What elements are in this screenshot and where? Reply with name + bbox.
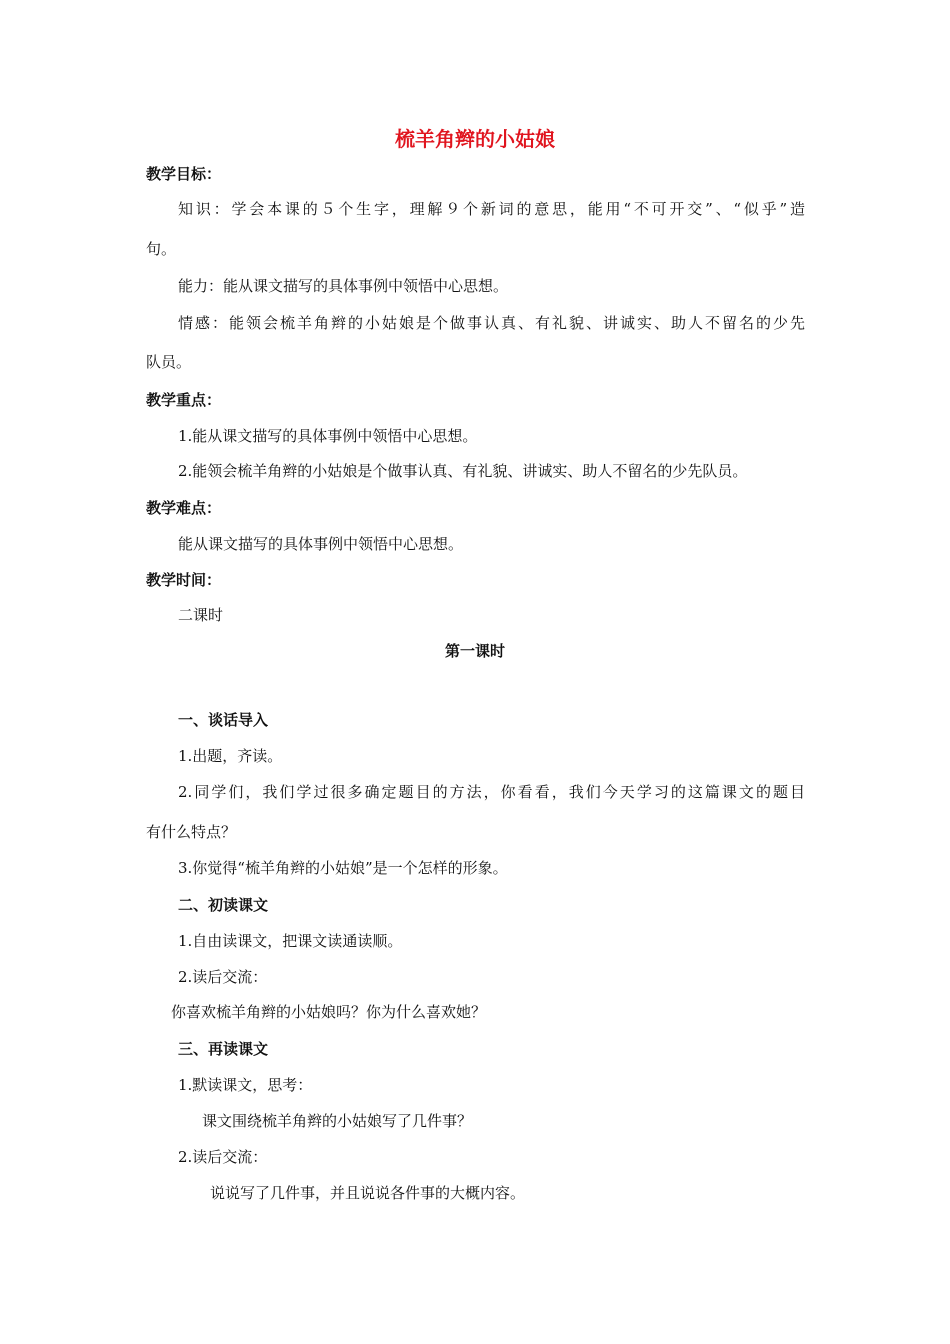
lesson-heading: 第一课时 <box>444 642 505 660</box>
part1-item3: 3.你觉得“梳羊角辫的小姑娘”是一个怎样的形象。 <box>178 859 508 877</box>
part3-item1-question: 课文围绕梳羊角辫的小姑娘写了几件事？ <box>202 1112 473 1130</box>
time-value: 二课时 <box>178 606 224 624</box>
part1-item1: 1.出题，齐读。 <box>178 747 283 765</box>
key-point-2: 2.能领会梳羊角辫的小姑娘是个做事认真、有礼貌、讲诚实、助人不留名的少先队员。 <box>178 462 748 480</box>
goal-knowledge-line1: 知识：学会本课的５个生字，理解９个新词的意思，能用“不可开交”、“似乎”造 <box>178 200 805 218</box>
part3-item2: 2.读后交流： <box>178 1148 268 1166</box>
part3-item2-question: 说说写了几件事，并且说说各件事的大概内容。 <box>210 1184 526 1202</box>
part3-heading: 三、再读课文 <box>178 1040 269 1058</box>
part3-item1: 1.默读课文，思考： <box>178 1076 313 1094</box>
part2-heading: 二、初读课文 <box>178 896 269 914</box>
page-title: 梳羊角辫的小姑娘 <box>395 127 555 151</box>
part1-item2-line1: 2.同学们，我们学过很多确定题目的方法，你看看，我们今天学习的这篇课文的题目 <box>178 783 805 801</box>
goal-emotion-line1: 情感：能领会梳羊角辫的小姑娘是个做事认真、有礼貌、讲诚实、助人不留名的少先 <box>178 314 805 332</box>
key-point-1: 1.能从课文描写的具体事例中领悟中心思想。 <box>178 427 478 445</box>
part2-question: 你喜欢梳羊角辫的小姑娘吗？你为什么喜欢她？ <box>171 1003 487 1021</box>
difficulty-point: 能从课文描写的具体事例中领悟中心思想。 <box>178 535 464 553</box>
difficulty-heading: 教学难点： <box>146 499 222 517</box>
goal-knowledge-line2: 句。 <box>146 240 177 258</box>
goal-emotion-line2: 队员。 <box>146 353 192 371</box>
key-points-heading: 教学重点： <box>146 391 222 409</box>
time-heading: 教学时间： <box>146 571 222 589</box>
part2-item1: 1.自由读课文，把课文读通读顺。 <box>178 932 403 950</box>
part1-heading: 一、谈话导入 <box>178 711 269 729</box>
part2-item2: 2.读后交流： <box>178 968 268 986</box>
goals-heading: 教学目标： <box>146 165 222 183</box>
goal-ability: 能力：能从课文描写的具体事例中领悟中心思想。 <box>178 277 509 295</box>
part1-item2-line2: 有什么特点？ <box>146 823 237 841</box>
